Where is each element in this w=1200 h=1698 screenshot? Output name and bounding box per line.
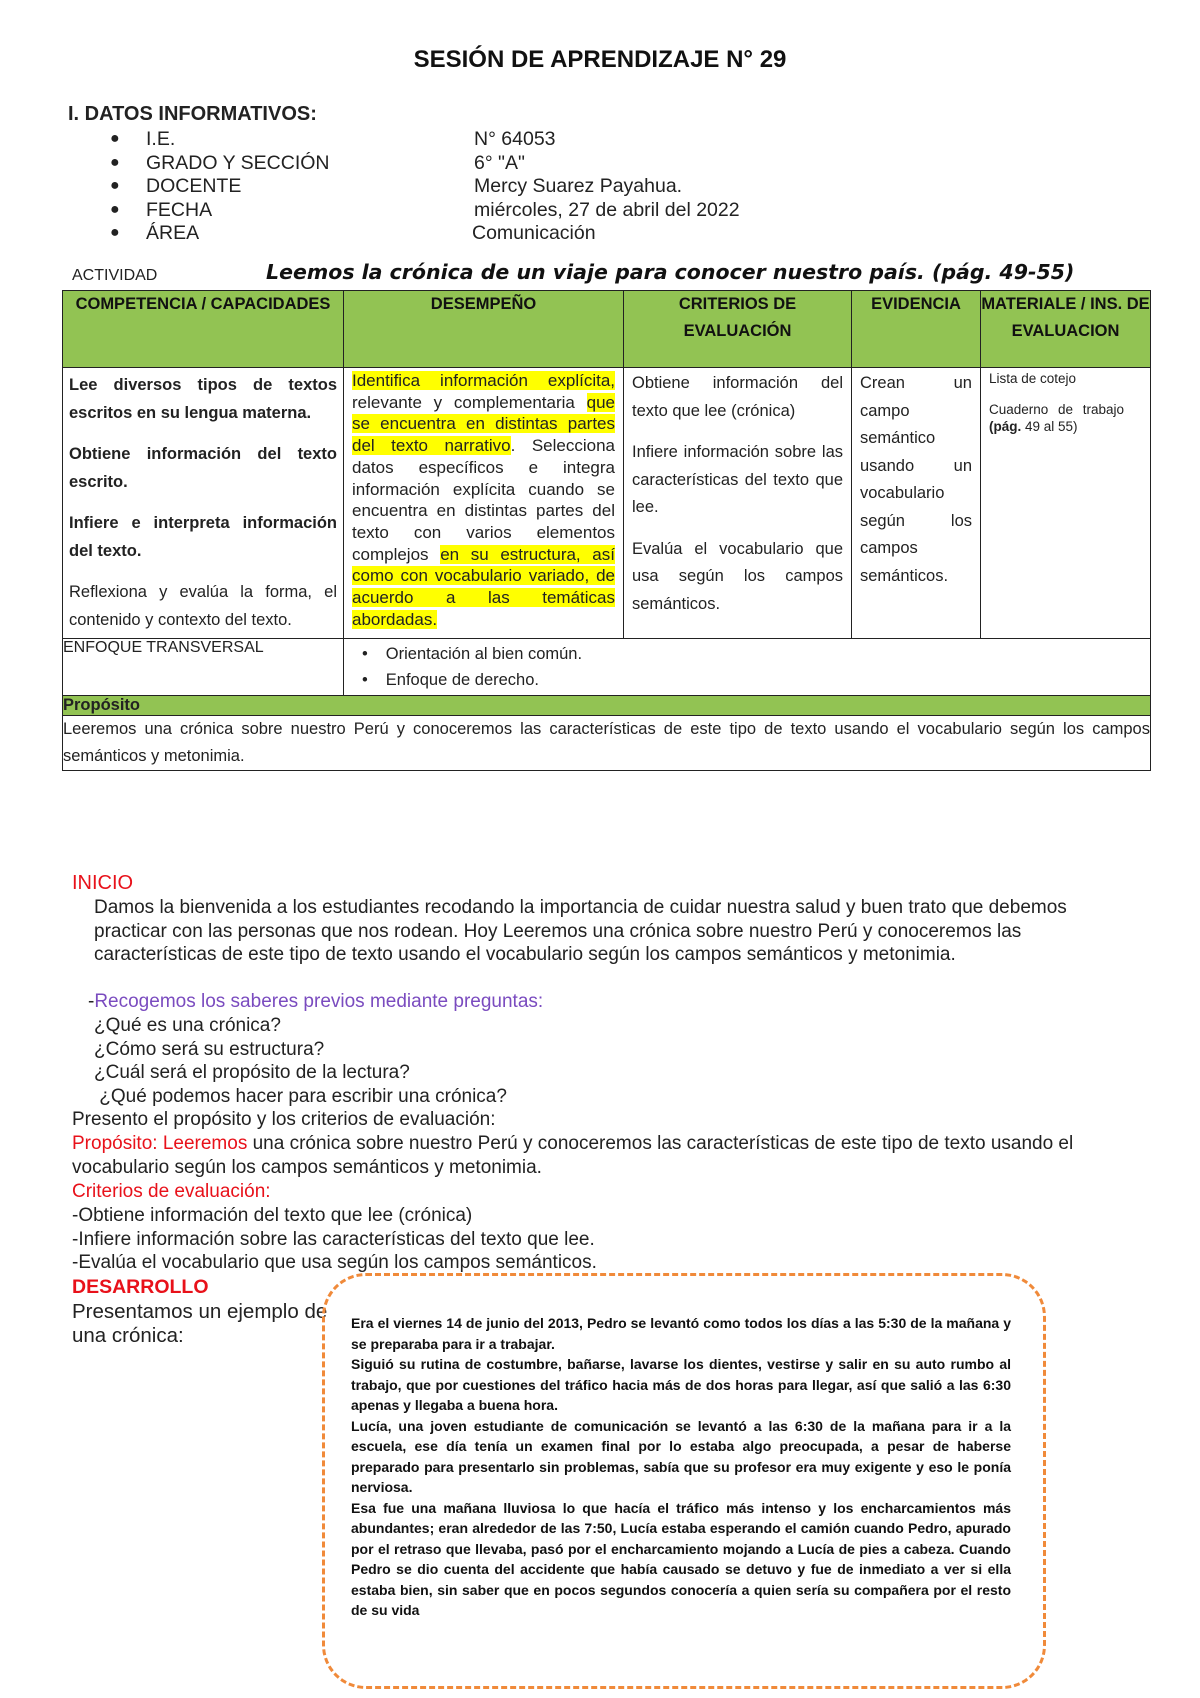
desarrollo-intro: Presentamos un ejemplo de una crónica: — [72, 1300, 328, 1347]
proposito-inline-label: Propósito: Leeremos — [72, 1133, 248, 1154]
criterio-text: Infiere información sobre las características del texto que lee. — [632, 443, 843, 516]
enfoque-cell — [344, 639, 1151, 696]
info-row — [110, 175, 810, 199]
capacidad-text: Infiere e interpreta información del texto. — [69, 514, 337, 560]
proposito-header-row — [63, 696, 1151, 716]
inicio-intro: Damos la bienvenida a los estudiantes recodando la importancia de cuidar nuestra salud y buen trato que debemos practicar con las personas que nos rodean. Hoy Leeremos una crónica sobre nuestro Perú y conoceremos las características de este tipo de texto usando el vocabulario según los campos semánticos y metonimia. — [94, 897, 1067, 965]
desempeno-highlight: Identifica información explícita, — [352, 371, 615, 390]
criterios-cell — [624, 368, 852, 639]
desempeno-text: . Selecciona datos específicos e integra información explícita cuando se encuentra en distintas partes del texto con varios elementos complejos — [352, 436, 615, 564]
info-row — [110, 222, 810, 246]
info-value: Comunicación — [472, 222, 596, 244]
info-label: ÁREA — [146, 222, 200, 244]
pregunta-item: ¿Qué podemos hacer para escribir una crónica? — [94, 1085, 507, 1107]
info-label: GRADO Y SECCIÓN — [146, 151, 330, 174]
enfoque-label: ENFOQUE TRANSVERSAL — [63, 639, 344, 696]
criterio-item: -Infiere información sobre las características del texto que lee. — [72, 1228, 595, 1250]
table-header-row — [63, 291, 1151, 368]
pregunta-item: ¿Cómo será su estructura? — [94, 1038, 325, 1060]
story-paragraph: Era el viernes 14 de junio del 2013, Pedro se levantó como todos los días a las 5:30 de la mañana y se preparaba para ir a trabajar. — [351, 1315, 1011, 1352]
bullet-icon: ● — [110, 224, 120, 241]
criterio-text: Obtiene información del texto que lee (crónica) — [632, 374, 843, 420]
proposito-label: Propósito — [63, 696, 1151, 716]
criterio-item: -Obtiene información del texto que lee (crónica) — [72, 1205, 473, 1226]
capacidad-text: Obtiene información del texto escrito. — [69, 445, 337, 491]
saberes-line: -Recogemos los saberes previos mediante preguntas: — [88, 991, 544, 1012]
activity-label: ACTIVIDAD — [72, 267, 158, 284]
competencia-cell — [63, 368, 344, 639]
cronica-text — [351, 1313, 1011, 1621]
proposito-text: Leeremos una crónica sobre nuestro Perú y conoceremos las características de este tipo de texto usando el vocabulario según los campos semánticos y metonimia. — [63, 716, 1151, 771]
capacidad-text: Reflexiona y evalúa la forma, el contenido y contexto del texto. — [69, 583, 337, 629]
proposito-paragraph: Propósito: Leeremos una crónica sobre nuestro Perú y conoceremos las características de este tipo de texto usando el vocabulario según los campos semánticos y metonimia. — [72, 1133, 1074, 1178]
evidencia-cell — [852, 368, 981, 639]
desempeno-cell — [344, 368, 624, 639]
table-row — [63, 368, 1151, 639]
bullet-icon: ● — [110, 153, 120, 171]
pregunta-item: ¿Cuál será el propósito de la lectura? — [94, 1062, 410, 1083]
info-label: FECHA — [146, 198, 213, 221]
material-item: Cuaderno de trabajo — [989, 402, 1124, 417]
info-label: I.E. — [146, 128, 176, 150]
info-value: miércoles, 27 de abril del 2022 — [474, 198, 740, 221]
enfoque-item: • Orientación al bien común. — [390, 641, 1150, 667]
pregunta-item: ¿Qué es una crónica? — [94, 1015, 281, 1036]
desempeno-highlight: que se encuentra en distintas partes del texto narrativo — [352, 392, 615, 456]
info-list — [110, 128, 810, 246]
header-evidencia: EVIDENCIA — [852, 291, 981, 368]
header-criterios: CRITERIOS DE EVALUACIÓN — [624, 291, 852, 368]
header-competencia: COMPETENCIA / CAPACIDADES — [63, 291, 344, 368]
info-value: N° 64053 — [474, 128, 556, 150]
proposito-row — [63, 716, 1151, 771]
info-row — [110, 128, 810, 152]
enfoque-row — [63, 639, 1151, 696]
page-title: SESIÓN DE APRENDIZAJE N° 29 — [413, 46, 787, 73]
activity-text: Leemos la crónica de un viaje para conocer nuestro país. (pág. 49-55) — [266, 260, 1075, 284]
story-paragraph: Lucía, una joven estudiante de comunicación se levantó a las 6:30 de la mañana para ir a la escuela, ese día tenía un examen final por lo estaba algo preocupada, a pesar de haberse preparado para presentarlo sin problemas, sabía que su profesor era muy exigente y eso le ponía nerviosa. — [351, 1417, 1011, 1495]
info-value: Mercy Suarez Payahua. — [474, 175, 683, 197]
desempeno-highlight: en su estructura, así como con vocabulario variado, de acuerdo a las temáticas abordadas. — [352, 544, 615, 629]
section-title: I. DATOS INFORMATIVOS: — [68, 103, 317, 125]
info-label: DOCENTE — [146, 175, 242, 197]
desarrollo-heading: DESARROLLO — [72, 1276, 209, 1298]
material-item: Lista de cotejo — [989, 371, 1077, 386]
criterio-text: Evalúa el vocabulario que usa según los campos semánticos. — [632, 539, 843, 613]
saberes-text: Recogemos los saberes previos mediante preguntas: — [94, 991, 544, 1012]
story-paragraph: Esa fue una mañana lluviosa lo que hacía el tráfico más intenso y los encharcamientos más abundantes; eran alrededor de las 7:50, Lucía estaba esperando el camión cuando Pedro, apurado por el retraso que llevaba, pasó por el encharcamiento mojando a Lucía de pies a cabeza. Cuando Pedro se dio cuenta del accidente que había causado se detuvo y fue de inmediato a ver si ella estaba bien, sin saber que en pocos segundos conocería a quien sería su compañera por el resto de su vida — [351, 1499, 1011, 1618]
presento-text: Presento el propósito y los criterios de evaluación: — [72, 1109, 496, 1130]
criterios-list — [72, 1204, 597, 1275]
desempeno-text: relevante y complementaria — [352, 392, 587, 412]
activity-row — [72, 262, 1157, 288]
story-paragraph: Siguió su rutina de costumbre, bañarse, lavarse los dientes, vestirse y salir en su auto rumbo al trabajo, que por cuestiones del tráfico hacia más de dos horas para llegar, así que salió a las 6:30 apenas y llegaba a buena hora. — [351, 1356, 1011, 1413]
bullet-icon: ● — [110, 200, 120, 218]
info-row — [110, 199, 810, 223]
info-row — [110, 152, 810, 176]
materiales-cell — [981, 368, 1151, 639]
material-pages: (pág. 49 al 55) — [989, 419, 1078, 434]
header-materiales: MATERIALE / INS. DE EVALUACION — [981, 291, 1151, 368]
evidencia-text: Crean un campo semántico usando un vocabulario según los campos semánticos. — [860, 374, 972, 585]
preguntas-list — [94, 1014, 507, 1108]
session-table — [62, 290, 1151, 771]
info-value: 6° "A" — [474, 151, 525, 174]
criterio-item: -Evalúa el vocabulario que usa según los campos semánticos. — [72, 1252, 597, 1273]
competencia-text: Lee diversos tipos de textos escritos en su lengua materna. — [69, 376, 337, 422]
bullet-icon: ● — [110, 130, 120, 147]
header-desempeno: DESEMPEÑO — [344, 291, 624, 368]
inicio-heading: INICIO — [72, 872, 134, 894]
enfoque-item: • Enfoque de derecho. — [390, 667, 1150, 693]
criterios-heading: Criterios de evaluación: — [72, 1181, 271, 1202]
bullet-icon: ● — [110, 177, 120, 194]
